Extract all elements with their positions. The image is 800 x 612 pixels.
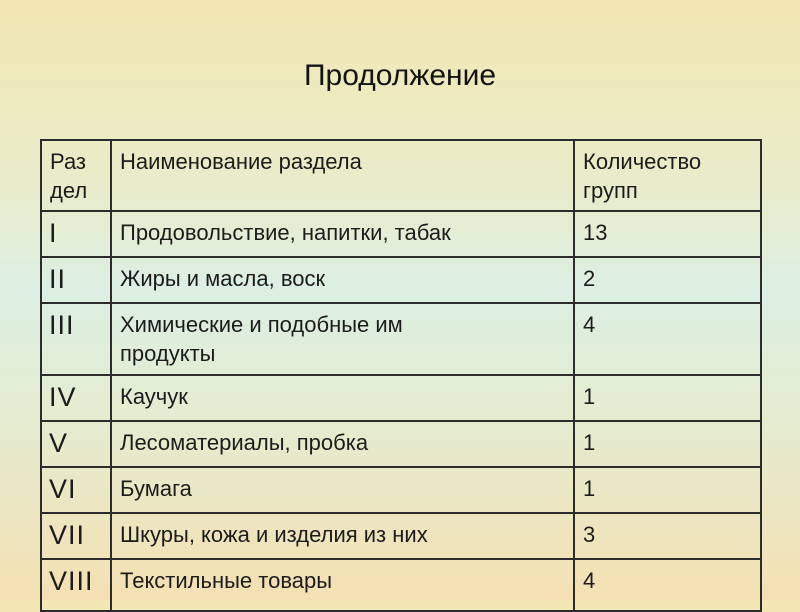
table-row <box>41 257 761 303</box>
sections-table-container <box>40 139 760 612</box>
group-count-cell: 1 <box>574 375 761 421</box>
group-count-cell: 3 <box>574 513 761 559</box>
section-name-cell <box>111 303 574 375</box>
section-name-line-1: Химические и подобные им <box>120 312 403 337</box>
table-row <box>41 559 761 611</box>
section-name-cell: Жиры и масла, воск <box>111 257 574 303</box>
section-name-cell: Лесоматериалы, пробка <box>111 421 574 467</box>
section-number-cell: III <box>41 303 111 375</box>
header-count-line-2: групп <box>583 178 638 203</box>
section-name-cell: Каучук <box>111 375 574 421</box>
header-name-cell: Наименование раздела <box>111 140 574 211</box>
section-number-cell: I <box>41 211 111 257</box>
section-number-cell: VI <box>41 467 111 513</box>
section-name-cell: Текстильные товары <box>111 559 574 611</box>
section-name-cell: Шкуры, кожа и изделия из них <box>111 513 574 559</box>
table-row <box>41 375 761 421</box>
section-name-cell: Продовольствие, напитки, табак <box>111 211 574 257</box>
section-name-cell: Бумага <box>111 467 574 513</box>
table-header-row <box>41 140 761 211</box>
table-row <box>41 303 761 375</box>
section-number-cell: IV <box>41 375 111 421</box>
section-name-line-2: продукты <box>120 341 216 366</box>
header-count-line-1: Количество <box>583 149 702 174</box>
section-number-cell: II <box>41 257 111 303</box>
group-count-cell: 1 <box>574 467 761 513</box>
group-count-cell: 13 <box>574 211 761 257</box>
section-number-cell: VIII <box>41 559 111 611</box>
table-row <box>41 421 761 467</box>
group-count-cell: 4 <box>574 303 761 375</box>
sections-table <box>40 139 762 612</box>
header-count-cell <box>574 140 761 211</box>
section-number-cell: VII <box>41 513 111 559</box>
table-row <box>41 467 761 513</box>
group-count-cell: 1 <box>574 421 761 467</box>
group-count-cell: 4 <box>574 559 761 611</box>
header-section-line-2: дел <box>50 178 88 203</box>
table-row <box>41 513 761 559</box>
section-number-cell: V <box>41 421 111 467</box>
table-row <box>41 211 761 257</box>
slide-title: Продолжение <box>303 59 497 92</box>
header-section-cell <box>41 140 111 211</box>
group-count-cell: 2 <box>574 257 761 303</box>
header-section-line-1: Раз <box>50 149 87 174</box>
